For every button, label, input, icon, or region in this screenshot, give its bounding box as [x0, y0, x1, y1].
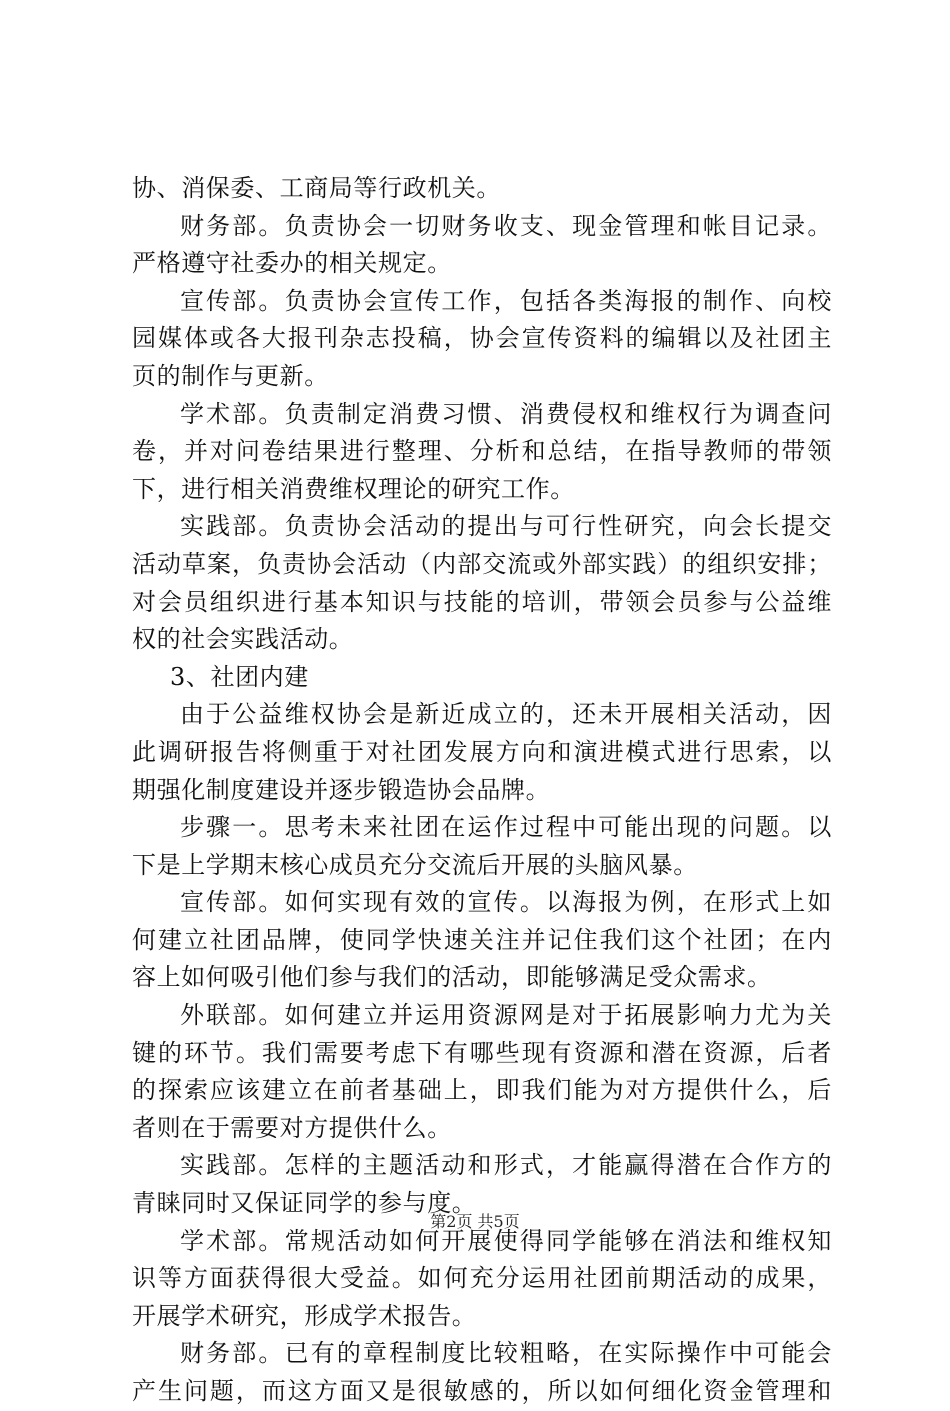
- text-line: 对会员组织进行基本知识与技能的培训，带领会员参与公益维: [132, 587, 832, 616]
- text-line: 严格遵守社委办的相关规定。: [132, 249, 452, 278]
- text-line: 产生问题，而这方面又是很敏感的，所以如何细化资金管理和: [132, 1377, 832, 1405]
- text-line: 的探索应该建立在前者基础上，即我们能为对方提供什么，后: [132, 1076, 832, 1105]
- text-line: 者则在于需要对方提供什么。: [132, 1113, 452, 1142]
- text-line: 园媒体或各大报刊杂志投稿，协会宣传资料的编辑以及社团主: [132, 324, 832, 353]
- text-line: 学术部。负责制定消费习惯、消费侵权和维权行为调查问: [180, 399, 832, 428]
- text-line: 3、社团内建: [170, 662, 309, 691]
- text-line: 此调研报告将侧重于对社团发展方向和演进模式进行思索，以: [132, 737, 832, 766]
- text-line: 活动草案，负责协会活动（内部交流或外部实践）的组织安排；: [132, 549, 832, 578]
- text-line: 财务部。已有的章程制度比较粗略，在实际操作中可能会: [180, 1339, 832, 1368]
- text-line: 容上如何吸引他们参与我们的活动，即能够满足受众需求。: [132, 963, 772, 992]
- text-line: 步骤一。思考未来社团在运作过程中可能出现的问题。以: [180, 813, 832, 842]
- text-line: 键的环节。我们需要考虑下有哪些现有资源和潜在资源，后者: [132, 1038, 832, 1067]
- text-line: 协、消保委、工商局等行政机关。: [132, 174, 501, 202]
- text-line: 宣传部。负责协会宣传工作，包括各类海报的制作、向校: [180, 286, 832, 315]
- text-line: 页的制作与更新。: [132, 361, 329, 390]
- text-line: 学术部。常规活动如何开展使得同学能够在消法和维权知: [180, 1226, 832, 1255]
- text-line: 由于公益维权协会是新近成立的，还未开展相关活动，因: [180, 700, 832, 729]
- text-line: 下是上学期末核心成员充分交流后开展的头脑风暴。: [132, 850, 698, 879]
- text-line: 期强化制度建设并逐步锻造协会品牌。: [132, 775, 551, 804]
- text-line: 开展学术研究，形成学术报告。: [132, 1301, 477, 1330]
- text-line: 权的社会实践活动。: [132, 625, 354, 654]
- text-line: 宣传部。如何实现有效的宣传。以海报为例，在形式上如: [180, 888, 832, 917]
- text-line: 何建立社团品牌，使同学快速关注并记住我们这个社团；在内: [132, 925, 832, 954]
- text-line: 识等方面获得很大受益。如何充分运用社团前期活动的成果，: [132, 1264, 832, 1293]
- text-line: 财务部。负责协会一切财务收支、现金管理和帐目记录。: [180, 211, 832, 240]
- text-line: 实践部。负责协会活动的提出与可行性研究，向会长提交: [180, 512, 832, 541]
- text-line: 外联部。如何建立并运用资源网是对于拓展影响力尤为关: [180, 1001, 832, 1030]
- page-footer: 第2页 共5页: [430, 1212, 520, 1231]
- text-line: 卷，并对问卷结果进行整理、分析和总结，在指导教师的带领: [132, 437, 832, 466]
- text-line: 实践部。怎样的主题活动和形式，才能赢得潜在合作方的: [180, 1151, 832, 1180]
- text-line: 下，进行相关消费维权理论的研究工作。: [132, 474, 575, 503]
- text-line: 青睐同时又保证同学的参与度。: [132, 1189, 477, 1218]
